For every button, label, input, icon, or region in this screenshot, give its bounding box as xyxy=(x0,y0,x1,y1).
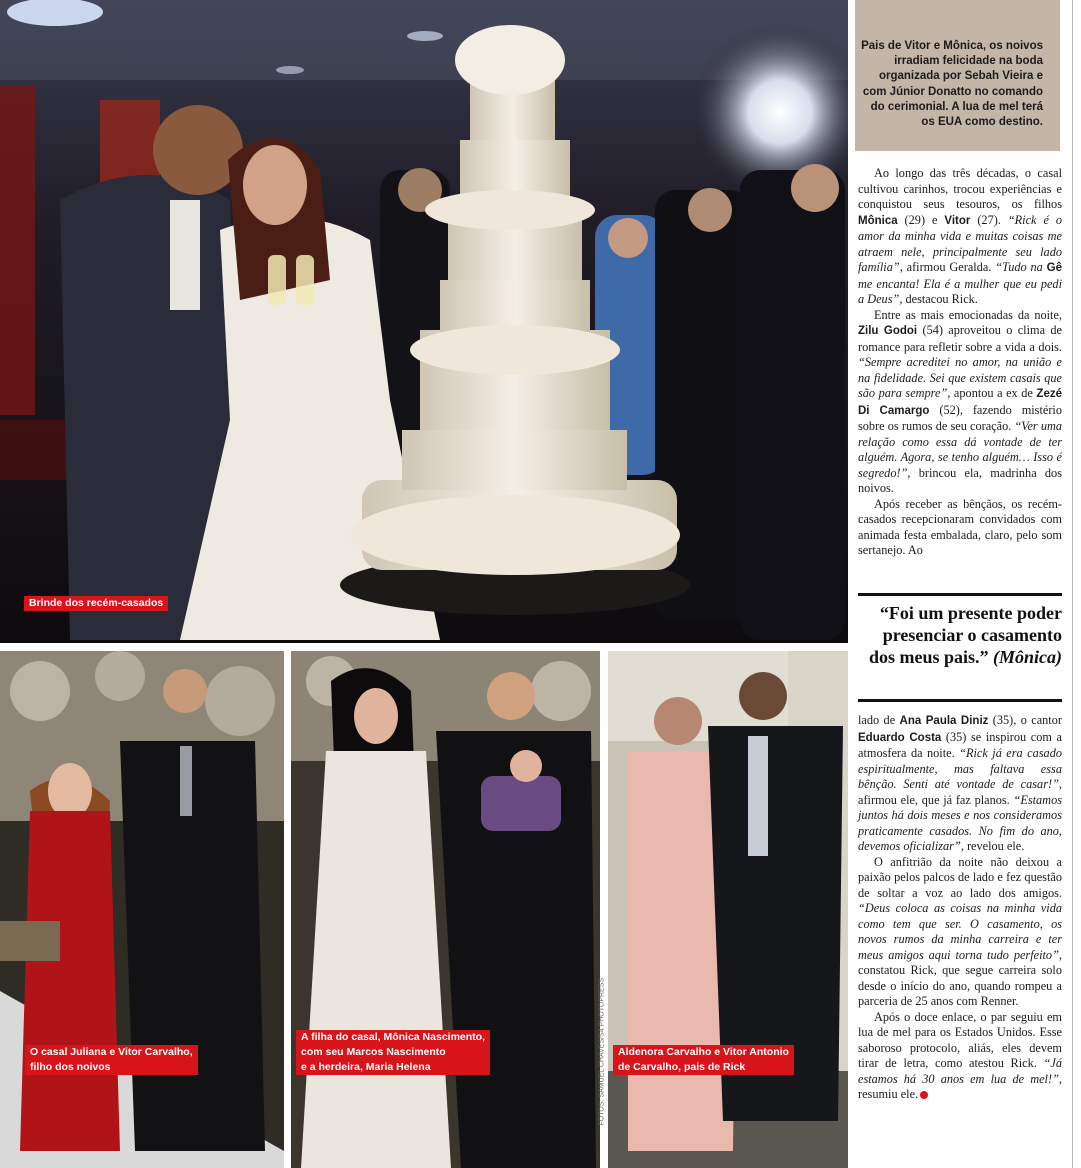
text-run: , constatou Rick, que segue carreira solo desde o início do ano, quando rompeu a parceria de 25 anos com Renner. xyxy=(858,947,1062,1008)
wedding-toast-photo xyxy=(0,0,848,643)
quoted-speech: “Rick é o amor da minha vida e muitas coisas me atraem nele, principalmente seu lado família” xyxy=(858,212,1062,274)
bold-name: Vitor xyxy=(944,214,971,227)
main-photo xyxy=(0,0,848,643)
text-run: (35), o cantor xyxy=(988,713,1062,727)
text-run: Após o doce enlace, o par seguiu em lua de mel para os Estados Unidos. Esse saboroso protocolo, aliás, eles devem tirar de letra, como atestou Rick. xyxy=(858,1009,1062,1070)
article-paragraph xyxy=(858,497,1062,559)
pull-quote xyxy=(858,593,1062,702)
couple-photo xyxy=(0,651,284,1168)
text-run: , afirmou ele, que já faz planos. xyxy=(858,777,1062,807)
bold-name: Eduardo Costa xyxy=(858,731,942,744)
text-run: lado de xyxy=(858,713,900,727)
quoted-speech: me encanta! Ela é a mulher que eu pedi a Deus” xyxy=(858,276,1062,306)
text-run: (52), fazendo mistério sobre os rumos de seu coração. xyxy=(858,402,1062,433)
bold-name: Zilu Godoi xyxy=(858,325,918,337)
text-run: (54) aproveitou o clima de romance para refletir sobre a vida a dois. xyxy=(858,323,1062,354)
quoted-speech: “Sempre acreditei no amor, na união e na fidelidade. Sei que existem casais que são para sempre” xyxy=(858,355,1062,400)
sidebar-caption-text: Pais de Vitor e Mônica, os noivos irradiam felicidade na boda organizada por Sebah Vieira e com Júnior Donatto no comando do cerimonial. A lua de mel terá os EUA como destino. xyxy=(861,40,1043,129)
quoted-speech: “Estamos juntos há dois meses e nos consideramos praticamente casados. No fim do ano, devemos oficializar” xyxy=(858,792,1062,853)
photo-credit: FOTOS: SAMUEL CHAVES/S4 PHOTOPRESS xyxy=(598,977,606,1126)
sidebar-caption-box xyxy=(855,0,1060,151)
bold-name: Zezé Di Camargo xyxy=(858,388,1062,417)
quoted-speech: “Deus coloca as coisas na minha vida como tem que ser. O casamento, os novos rumos da minha carreira e ter meus amigos aqui torna tudo perfeito” xyxy=(858,901,1062,962)
bold-name: Ana Paula Diniz xyxy=(899,715,989,727)
article-paragraph xyxy=(858,166,1062,308)
text-run: Após receber as bênçãos, os recém-casados recepcionaram convidados com animada festa embalada, claro, pelo som sertanejo. Ao xyxy=(858,496,1062,557)
text-run: , apontou a ex de xyxy=(947,386,1037,400)
parents-photo xyxy=(608,651,848,1168)
photo-caption-juliana: O casal Juliana e Vitor Carvalho, filho dos noivos xyxy=(25,1045,198,1075)
bold-name: Gê xyxy=(1046,262,1062,274)
text-run: Entre as mais emocionadas da noite, xyxy=(874,307,1062,322)
bold-name: Mônica xyxy=(858,214,898,227)
text-run: O anfitrião da noite não deixou a paixão pelos palcos de lado e fez questão de soltar a voz ao lado dos amigos. xyxy=(858,854,1062,900)
photo-juliana-vitor xyxy=(0,651,284,1168)
article-paragraph xyxy=(858,713,1062,855)
quoted-speech: “Ver uma relação como essa dá vontade de ter alguém. Agora, se tenho alguém… Isso é segredo!” xyxy=(858,419,1062,480)
quoted-speech: “Rick já era casado espiritualmente, mas faltava essa bênção. Senti até vontade de casar!” xyxy=(858,746,1062,791)
end-mark-icon xyxy=(920,1091,928,1099)
photo-aldenora-vitor-antonio xyxy=(608,651,848,1168)
text-run: Ao longo das três décadas, o casal cultivou carinhos, trocou experiências e conquistou seus tesouros, os filhos xyxy=(858,166,1062,211)
photo-caption-toast: Brinde dos recém-casados xyxy=(24,596,168,611)
photo-caption-monica: A filha do casal, Mônica Nascimento, com seu Marcos Nascimento e a herdeira, Maria Helena xyxy=(296,1030,490,1075)
article-paragraph xyxy=(858,308,1062,497)
text-run: , resumiu ele. xyxy=(858,1071,1062,1101)
text-run: (27). xyxy=(970,212,1008,227)
text-run: , destacou Rick. xyxy=(899,292,978,306)
quoted-speech: “Tudo na xyxy=(995,260,1047,274)
text-run: , afirmou Geralda. xyxy=(899,260,996,274)
text-run: (35) se inspirou com a atmosfera da noite. xyxy=(858,729,1062,760)
family-photo xyxy=(291,651,600,1168)
photo-monica-marcos xyxy=(291,651,600,1168)
quote-text: “Foi um presente poder presenciar o casamento dos meus pais.” xyxy=(868,603,1062,667)
text-run: , brincou ela, madrinha dos noivos. xyxy=(858,465,1062,495)
text-run: (29) e xyxy=(897,212,945,227)
text-run: , revelou ele. xyxy=(960,839,1025,853)
article-paragraph xyxy=(858,1010,1062,1103)
article-paragraph xyxy=(858,855,1062,1010)
article-column-bottom xyxy=(858,713,1062,1103)
quoted-speech: “Já estamos há 30 anos em lua de mel!” xyxy=(858,1056,1062,1086)
quote-author: (Mônica) xyxy=(993,647,1062,667)
photo-caption-aldenora: Aldenora Carvalho e Vitor Antonio de Carvalho, pais de Rick xyxy=(613,1045,794,1075)
article-column-top xyxy=(858,166,1062,559)
page-edge xyxy=(1072,0,1081,1168)
